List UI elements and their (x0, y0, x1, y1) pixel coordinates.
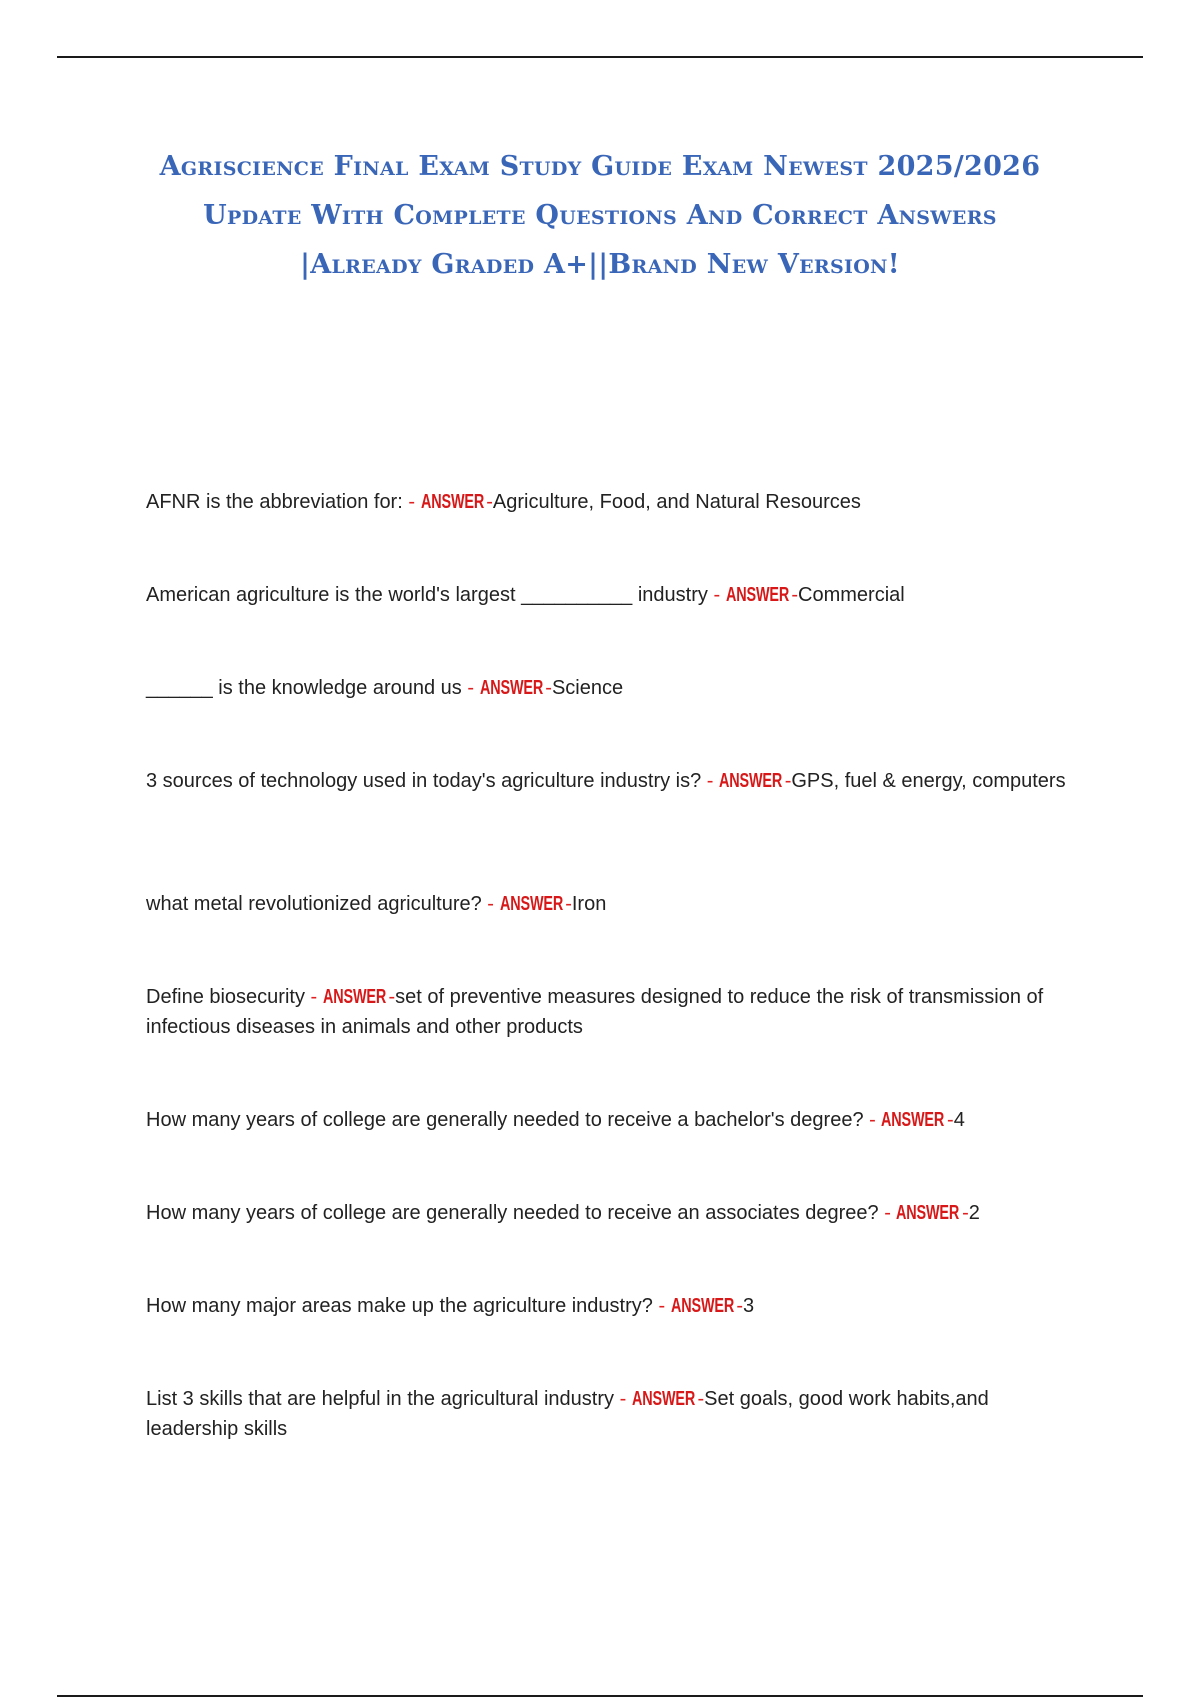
question-text: List 3 skills that are helpful in the agricultural industry (146, 1388, 620, 1410)
qa-item (146, 982, 1086, 1042)
question-text: How many years of college are generally needed to receive a bachelor's degree? (146, 1109, 870, 1131)
answer-separator: - (713, 584, 726, 606)
answer-text: Agriculture, Food, and Natural Resources (492, 491, 861, 513)
question-text: How many years of college are generally needed to receive an associates degree? (146, 1202, 885, 1224)
title-line-1: Agriscience Final Exam Study Guide Exam Newest 2025/2026 (159, 151, 1041, 182)
question-text: AFNR is the abbreviation for: (146, 491, 409, 513)
answer-label: ANSWER (479, 677, 543, 699)
qa-item (146, 1105, 1086, 1135)
answer-label: ANSWER (719, 770, 783, 792)
title-line-3: |Already Graded A+||Brand New Version! (300, 249, 900, 280)
answer-suffix: - (486, 491, 493, 513)
answer-suffix: - (697, 1388, 705, 1410)
answer-separator: - (619, 1388, 632, 1410)
answer-separator: - (408, 491, 421, 513)
qa-item (146, 673, 1086, 703)
answer-separator: - (869, 1109, 882, 1131)
answer-separator: - (467, 677, 480, 699)
answer-text: Set goals, good work habits,and leadership skills (146, 1388, 989, 1440)
answer-separator: - (310, 986, 323, 1008)
answer-label: ANSWER (631, 1388, 695, 1410)
answer-separator: - (487, 893, 500, 915)
question-text: ______ is the knowledge around us (146, 677, 468, 699)
qa-item (146, 889, 1086, 919)
qa-item (146, 1291, 1086, 1321)
answer-suffix: - (784, 770, 792, 792)
answer-label: ANSWER (670, 1295, 734, 1317)
qa-item (146, 1384, 1086, 1444)
answer-label: ANSWER (322, 986, 386, 1008)
document-title (120, 142, 1080, 289)
question-text: American agriculture is the world's largest __________ industry (146, 584, 714, 606)
answer-text: 3 (743, 1295, 755, 1317)
answer-suffix: - (736, 1295, 744, 1317)
qa-item (146, 766, 1086, 796)
qa-item (146, 487, 1086, 517)
answer-text: 4 (953, 1109, 965, 1131)
answer-suffix: - (388, 986, 396, 1008)
answer-text: Commercial (798, 584, 905, 606)
bottom-rule (57, 1695, 1143, 1697)
answer-separator: - (706, 770, 720, 792)
question-text: what metal revolutionized agriculture? (146, 893, 488, 915)
answer-text: set of preventive measures designed to reduce the risk of transmission of infectious diseases in animals and other products (146, 986, 1044, 1038)
qa-item (146, 580, 1086, 610)
answer-label: ANSWER (881, 1109, 945, 1131)
answer-separator: - (658, 1295, 671, 1317)
answer-separator: - (884, 1202, 897, 1224)
answer-label: ANSWER (896, 1202, 960, 1224)
answer-suffix: - (565, 893, 572, 915)
answer-text: 2 (968, 1202, 980, 1224)
title-line-2: Update With Complete Questions And Correct Answers (203, 200, 997, 231)
qa-item (146, 1198, 1086, 1228)
answer-text: Science (551, 677, 624, 699)
answer-label: ANSWER (499, 893, 563, 915)
answer-suffix: - (962, 1202, 969, 1224)
question-text: 3 sources of technology used in today's agriculture industry is? (146, 770, 707, 792)
answer-text: Iron (571, 893, 607, 915)
top-rule (57, 56, 1143, 58)
answer-label: ANSWER (725, 584, 789, 606)
answer-suffix: - (947, 1109, 954, 1131)
answer-suffix: - (791, 584, 799, 606)
question-text: How many major areas make up the agriculture industry? (146, 1295, 659, 1317)
answer-label: ANSWER (420, 491, 484, 513)
answer-text: GPS, fuel & energy, computers (791, 770, 1066, 792)
answer-suffix: - (545, 677, 552, 699)
question-text: Define biosecurity (146, 986, 311, 1008)
